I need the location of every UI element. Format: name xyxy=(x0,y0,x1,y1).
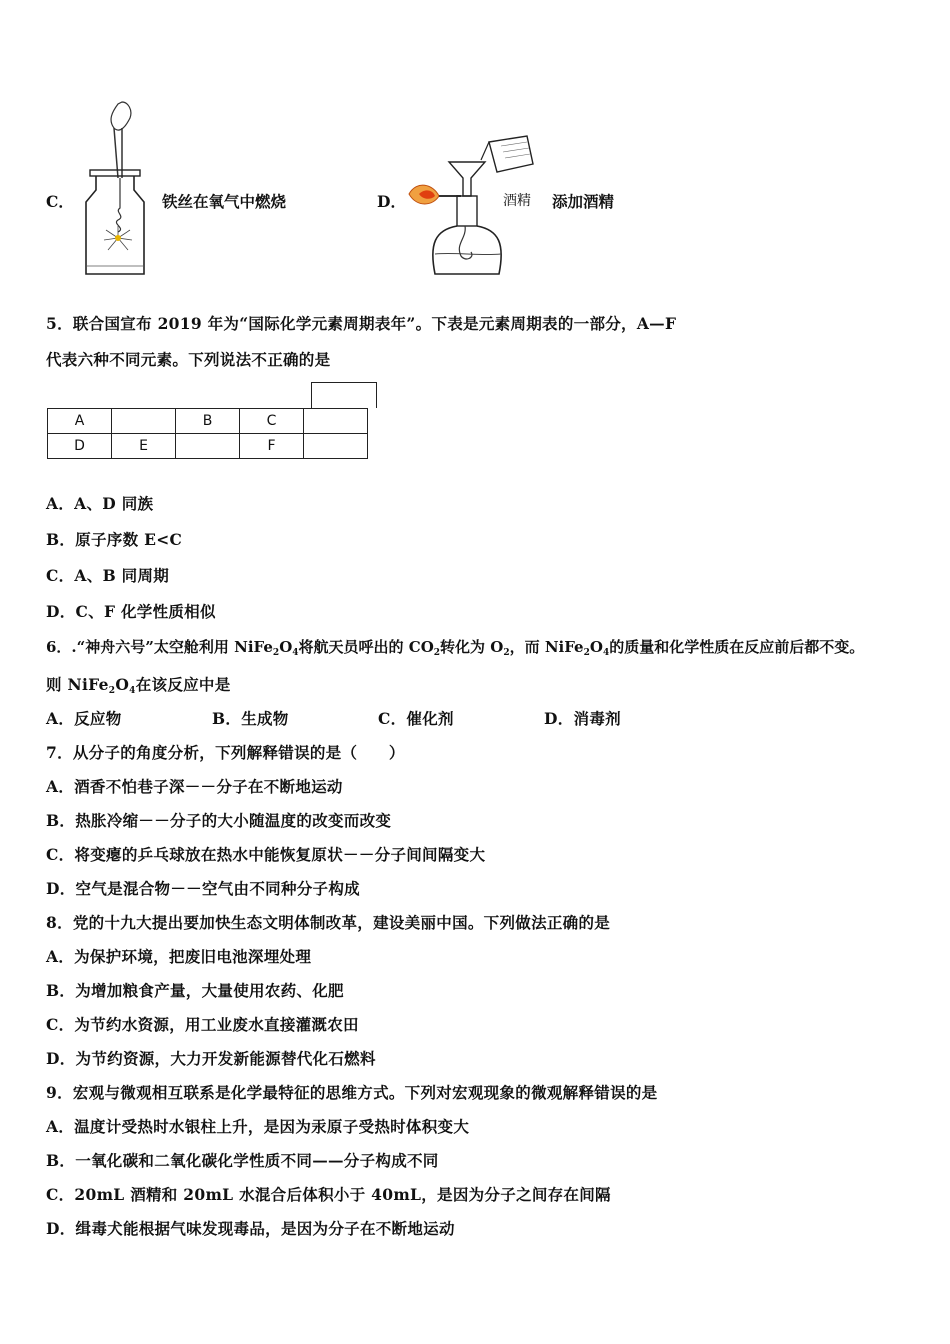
pt-cell xyxy=(176,434,240,459)
iron-burning-in-oxygen-illustration xyxy=(78,98,148,278)
q6-option-d: D．消毒剂 xyxy=(544,709,621,728)
option-c-caption: 铁丝在氧气中燃烧 xyxy=(162,192,287,211)
q7-option-b: B．热胀冷缩－－分子的大小随温度的改变而改变 xyxy=(46,811,392,830)
q7-option-d: D．空气是混合物－－空气由不同种分子构成 xyxy=(46,879,360,898)
q5-option-d: D．C、F 化学性质相似 xyxy=(46,602,216,621)
pt-cell xyxy=(304,409,368,434)
periodic-table-top-cell xyxy=(311,382,377,408)
pt-cell: A xyxy=(48,409,112,434)
pt-cell: D xyxy=(48,434,112,459)
q8-option-a: A．为保护环境，把废旧电池深埋处理 xyxy=(46,947,312,966)
pt-cell: B xyxy=(176,409,240,434)
q5-option-a: A．A、D 同族 xyxy=(46,494,154,513)
q5-option-c: C．A、B 同周期 xyxy=(46,566,170,585)
q9-stem: 9．宏观与微观相互联系是化学最特征的思维方式。下列对宏观现象的微观解释错误的是 xyxy=(46,1083,658,1102)
pt-cell: F xyxy=(240,434,304,459)
option-d-caption: 添加酒精 xyxy=(552,192,615,211)
q9-option-a: A．温度计受热时水银柱上升，是因为汞原子受热时体积变大 xyxy=(46,1117,470,1136)
pt-cell: C xyxy=(240,409,304,434)
pt-cell xyxy=(112,409,176,434)
q5-stem-line2: 代表六种不同元素。下列说法不正确的是 xyxy=(46,350,331,369)
pt-cell xyxy=(304,434,368,459)
pt-cell: E xyxy=(112,434,176,459)
option-d-label: D． xyxy=(377,192,406,211)
q8-stem: 8．党的十九大提出要加快生态文明体制改革，建设美丽中国。下列做法正确的是 xyxy=(46,913,611,932)
q5-option-b: B．原子序数 E<C xyxy=(46,530,183,549)
q5-stem-line1: 5．联合国宣布 2019 年为“国际化学元素周期表年”。下表是元素周期表的一部分，A—F xyxy=(46,314,677,333)
q6-options xyxy=(46,707,621,729)
q8-option-b: B．为增加粮食产量，大量使用农药、化肥 xyxy=(46,981,344,1000)
periodic-table-fragment xyxy=(47,408,368,459)
q9-option-b: B．一氧化碳和二氧化碳化学性质不同——分子构成不同 xyxy=(46,1151,439,1170)
option-d-small-label: 酒精 xyxy=(503,193,531,209)
q6-stem-line1: 6．.“神舟六号”太空舱利用 $NiFe_2O_4$将航天员呼出的 $CO_2$转化为 $O_2$，而 $NiFe_2O_4$的质量和化学性质在反应前后都不变。 xyxy=(46,638,865,658)
q6-stem-line2: 则 $NiFe_2O_4$在该反应中是 xyxy=(46,675,231,696)
q7-option-a: A．酒香不怕巷子深－－分子在不断地运动 xyxy=(46,777,343,796)
q6-option-a: A．反应物 xyxy=(46,709,122,728)
q9-option-d: D．缉毒犬能根据气味发现毒品，是因为分子在不断地运动 xyxy=(46,1219,455,1238)
q6-option-c: C．催化剂 xyxy=(378,709,454,728)
option-c-label: C． xyxy=(46,192,74,211)
q6-option-b: B．生成物 xyxy=(212,709,289,728)
q9-option-c: C．20mL 酒精和 20mL 水混合后体积小于 40mL，是因为分子之间存在间隔 xyxy=(46,1185,611,1204)
q7-option-c: C．将变瘪的乒乓球放在热水中能恢复原状－－分子间间隔变大 xyxy=(46,845,486,864)
q8-option-d: D．为节约资源，大力开发新能源替代化石燃料 xyxy=(46,1049,376,1068)
q7-stem: 7．从分子的角度分析，下列解释错误的是（ ） xyxy=(46,743,405,762)
q8-option-c: C．为节约水资源，用工业废水直接灌溉农田 xyxy=(46,1015,359,1034)
